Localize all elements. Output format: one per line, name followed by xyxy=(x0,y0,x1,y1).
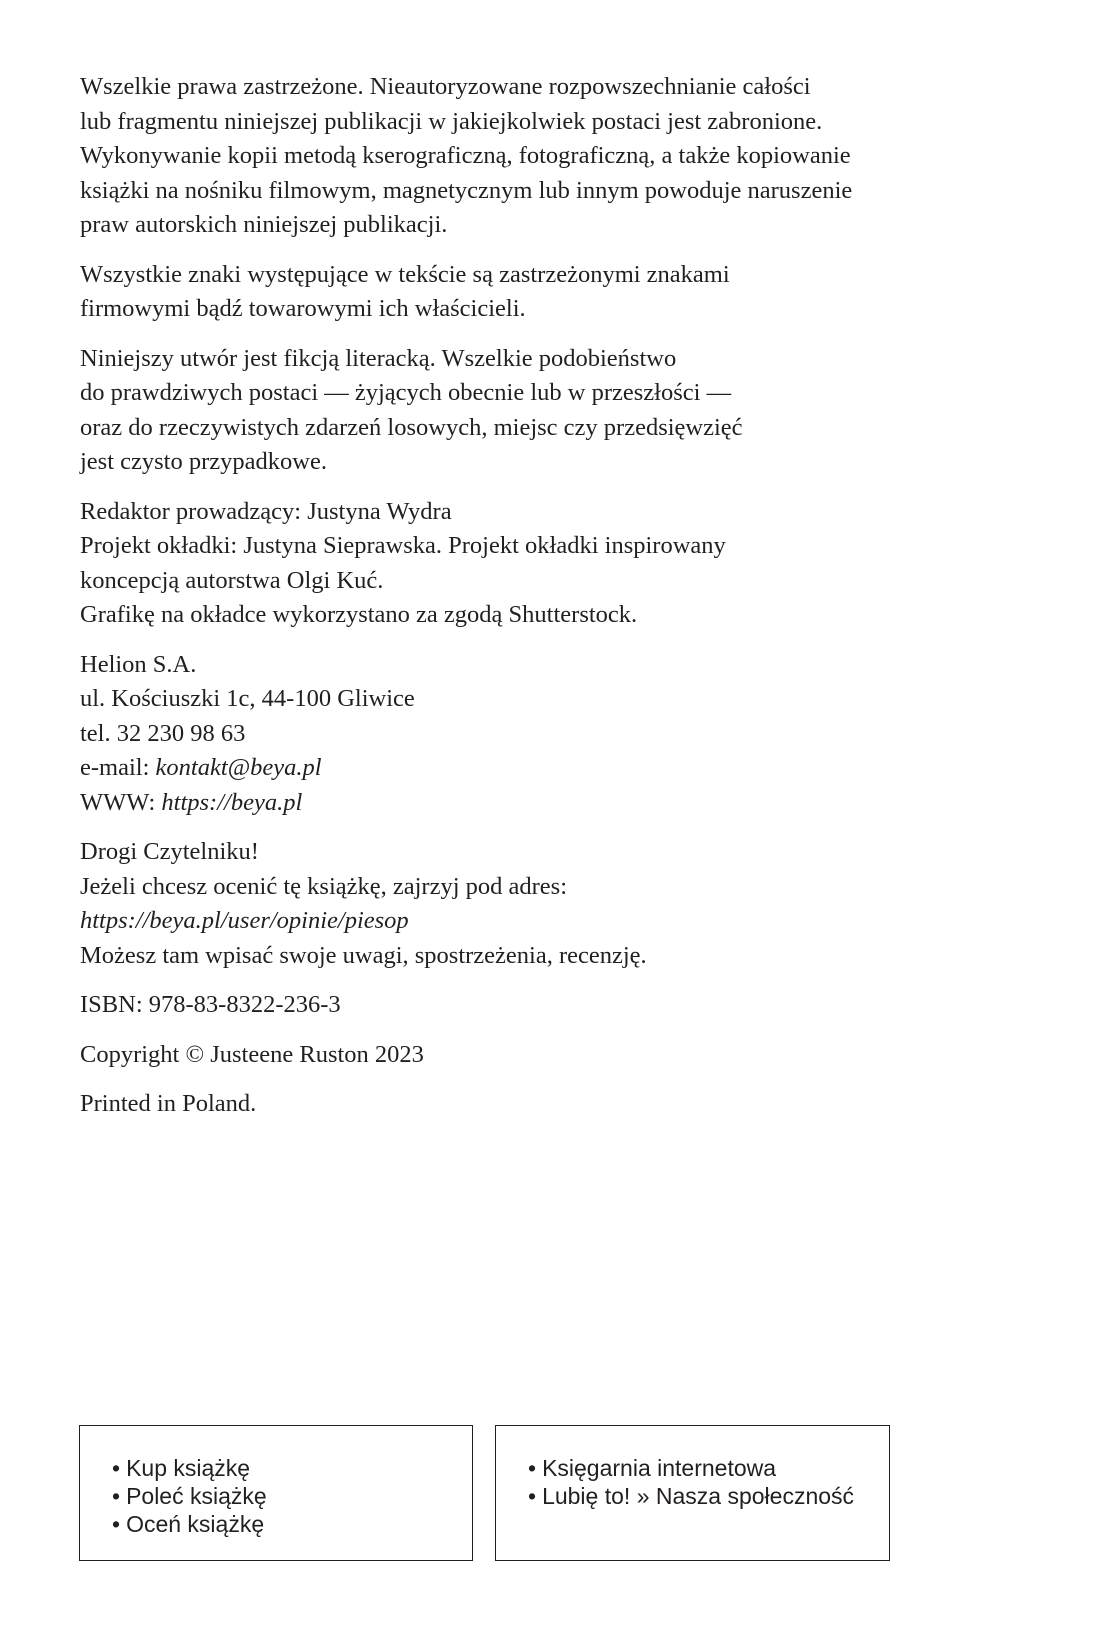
online-bookstore-link[interactable] xyxy=(528,1454,889,1482)
reader-greeting: Drogi Czytelniku! xyxy=(80,838,259,865)
rights-notice xyxy=(80,70,980,243)
cover-graphics: Grafikę na okładce wykorzystano za zgodą Shutterstock. xyxy=(80,601,638,628)
book-actions-box xyxy=(79,1425,473,1561)
rights-line: praw autorskich niniejszej publikacji. xyxy=(80,211,448,238)
www-link[interactable]: https://beya.pl xyxy=(161,788,303,816)
www-label: WWW: xyxy=(80,788,162,816)
reader-note xyxy=(80,835,980,973)
rights-line: Wszelkie prawa zastrzeżone. Nieautoryzowane rozpowszechnianie całości xyxy=(80,73,811,100)
bullet-icon: • xyxy=(112,1483,121,1509)
cover-design: Projekt okładki: Justyna Sieprawska. Projekt okładki inspirowany xyxy=(80,532,726,559)
publisher-address: ul. Kościuszki 1c, 44-100 Gliwice xyxy=(80,685,415,712)
fiction-line: oraz do rzeczywistych zdarzeń losowych, miejsc czy przedsięwzięć xyxy=(80,413,743,441)
rate-book-label: Oceń książkę xyxy=(126,1511,265,1537)
printed-in-text: Printed in Poland. xyxy=(80,1090,257,1117)
rate-book-link[interactable] xyxy=(112,1510,472,1538)
publisher-phone: tel. 32 230 98 63 xyxy=(80,719,246,747)
publisher-name: Helion S.A. xyxy=(80,650,197,678)
trademarks-line: firmowymi bądź towarowymi ich właścicieli. xyxy=(80,295,526,322)
credits xyxy=(80,495,980,633)
recommend-book-link[interactable] xyxy=(112,1482,472,1510)
rights-line: książki na nośniku filmowym, magnetycznym lub innym powoduje naruszenie xyxy=(80,176,853,204)
imprint-page xyxy=(80,70,980,1137)
online-bookstore-label: Księgarnia internetowa xyxy=(542,1455,777,1481)
store-links-box xyxy=(495,1425,890,1561)
bullet-icon: • xyxy=(112,1511,121,1537)
community-label: Lubię to! » Nasza społeczność xyxy=(542,1483,855,1509)
fiction-line: jest czysto przypadkowe. xyxy=(80,448,327,475)
cover-concept: koncepcją autorstwa Olgi Kuć. xyxy=(80,566,384,594)
reader-hint: Możesz tam wpisać swoje uwagi, spostrzeżenia, recenzję. xyxy=(80,941,647,969)
fiction-line: do prawdziwych postaci — żyjących obecnie lub w przeszłości — xyxy=(80,379,732,406)
trademarks-line: Wszystkie znaki występujące w tekście są zastrzeżonymi znakami xyxy=(80,260,730,288)
publisher-www-line xyxy=(80,786,980,821)
recommend-book-label: Poleć książkę xyxy=(126,1483,267,1509)
publisher-info xyxy=(80,648,980,821)
bullet-icon: • xyxy=(112,1455,121,1481)
email-label: e-mail: xyxy=(80,754,156,781)
fiction-notice xyxy=(80,342,980,480)
fiction-line: Niniejszy utwór jest fikcją literacką. Wszelkie podobieństwo xyxy=(80,344,677,372)
isbn xyxy=(80,988,980,1023)
bullet-icon: • xyxy=(528,1455,537,1481)
copyright-text: Copyright © Justeene Ruston 2023 xyxy=(80,1040,424,1068)
publisher-email-line xyxy=(80,751,980,786)
managing-editor: Redaktor prowadzący: Justyna Wydra xyxy=(80,497,452,525)
email-link[interactable]: kontakt@beya.pl xyxy=(155,754,322,781)
review-url-link[interactable]: https://beya.pl/user/opinie/piesop xyxy=(80,907,409,934)
copyright xyxy=(80,1038,980,1073)
community-link[interactable] xyxy=(528,1482,889,1510)
buy-book-link[interactable] xyxy=(112,1454,472,1482)
trademarks-notice xyxy=(80,258,980,327)
rights-line: Wykonywanie kopii metodą kserograficzną, fotograficzną, a także kopiowanie xyxy=(80,142,851,169)
rights-line: lub fragmentu niniejszej publikacji w jakiejkolwiek postaci jest zabronione. xyxy=(80,107,823,135)
buy-book-label: Kup książkę xyxy=(126,1455,251,1481)
bullet-icon: • xyxy=(528,1483,537,1509)
reader-prompt: Jeżeli chcesz ocenić tę książkę, zajrzyj pod adres: xyxy=(80,872,568,900)
printed-in xyxy=(80,1087,980,1122)
isbn-text: ISBN: 978-83-8322-236-3 xyxy=(80,991,341,1018)
